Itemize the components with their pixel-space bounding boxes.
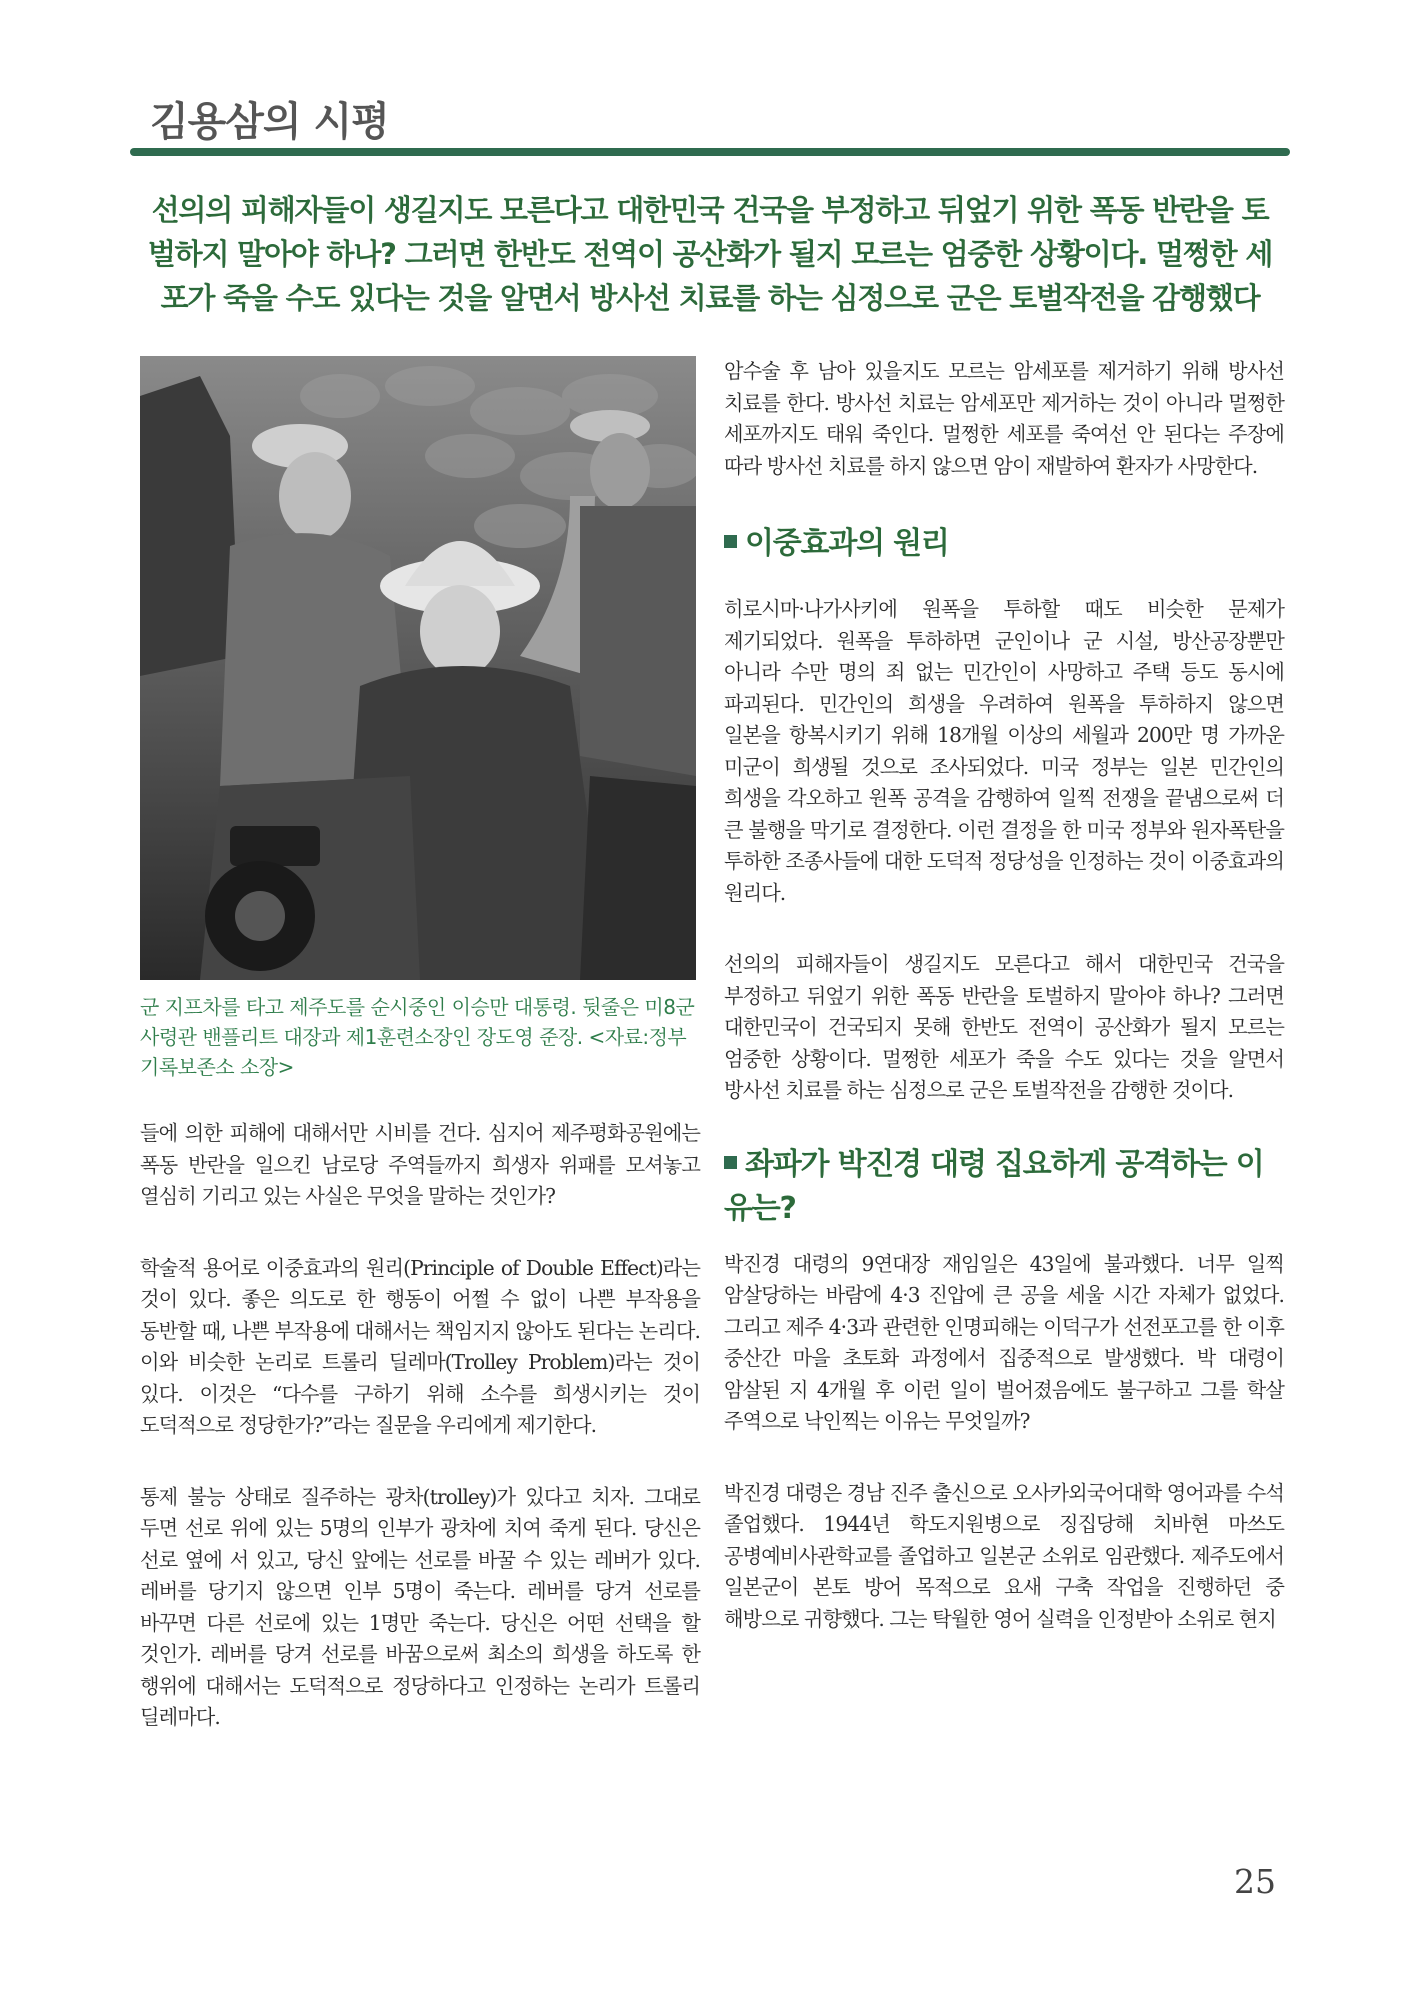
lead-summary: 선의의 피해자들이 생길지도 모른다고 대한민국 건국을 부정하고 뒤엎기 위한 폭동 반란을 토벌하지 말아야 하나? 그러면 한반도 전역이 공산화가 될지 모르는 엄중한 상황이다. 멀쩡한 세포가 죽을 수도 있다는 것을 알면서 방사선 치료를 하는 심정으로 군은 토벌작전을 감행했다 <box>147 193 1273 315</box>
photo-caption: 군 지프차를 타고 제주도를 순시중인 이승만 대통령. 뒷줄은 미8군 사령관 밴플리트 대장과 제1훈련소장인 장도영 준장. <자료:정부기록보존소 소장> <box>140 995 695 1079</box>
right-paragraph-3: 박진경 대령의 9연대장 재임일은 43일에 불과했다. 너무 일찍 암살당하는 바람에 4·3 진압에 큰 공을 세울 시간 자체가 없었다. 그리고 제주 4·3과 관련한 인명피해는 이덕구가 선전포고를 한 이후 중산간 마을 초토화 과정에서 집중적으로 발생했다. 박 대령이 암살된 지 4개월 후 이런 일이 벌어졌음에도 불구하고 그를 학살 주역으로 낙인찍는 이유는 무엇일까? <box>724 1251 1284 1433</box>
left-paragraph-3: 통제 불능 상태로 질주하는 광차(trolley)가 있다고 치자. 그대로 두면 선로 위에 있는 5명의 인부가 광차에 치여 죽게 된다. 당신은 선로 옆에 서 있고, 당신 앞에는 선로를 바꿀 수 있는 레버가 있다. 레버를 당기지 않으면 인부 5명이 죽는다. 레버를 당겨 선로를 바꾸면 다른 선로에 있는 1명만 죽는다. 당신은 어떤 선택을 할 것인가. 레버를 당겨 선로를 바꿈으로써 최소의 희생을 하도록 한 행위에 대해서는 도덕적으로 정당하다고 인정하는 논리가 트롤리 딜레마다. <box>140 1484 700 1729</box>
historical-photo <box>140 356 696 980</box>
left-column <box>140 356 700 1734</box>
photo-illustration <box>140 356 696 980</box>
right-paragraph-1: 히로시마·나가사키에 원폭을 투하할 때도 비슷한 문제가 제기되었다. 원폭을 투하하면 군인이나 군 시설, 방산공장뿐만 아니라 수만 명의 죄 없는 민간인이 사망하고 주택 등도 동시에 파괴된다. 민간인의 희생을 우려하여 원폭을 투하하지 않으면 일본을 항복시키기 위해 18개월 이상의 세월과 200만 명 가까운 미군이 희생될 것으로 조사되었다. 미국 정부는 일본 민간인의 희생을 각오하고 원폭 공격을 감행하여 일찍 전쟁을 끝냄으로써 더 큰 불행을 막기로 결정한다. 이런 결정을 한 미국 정부와 원자폭탄을 투하한 조종사들에 대한 도덕적 정당성을 인정하는 것이 이중효과의 원리다. <box>724 597 1284 905</box>
right-intro-paragraph: 암수술 후 남아 있을지도 모르는 암세포를 제거하기 위해 방사선 치료를 한다. 방사선 치료는 암세포만 제거하는 것이 아니라 멀쩡한 세포까지도 태워 죽인다. 멀쩡한 세포를 죽여선 안 된다는 주장에 따라 방사선 치료를 하지 않으면 암이 재발하여 환자가 사망한다. <box>724 359 1284 478</box>
header-divider <box>130 148 1290 156</box>
section-bullet-icon <box>724 535 737 548</box>
section-heading-double-effect <box>724 522 1284 566</box>
section-title-text: 좌파가 박진경 대령 집요하게 공격하는 이유는? <box>724 1146 1264 1226</box>
left-paragraph-1: 들에 의한 피해에 대해서만 시비를 건다. 심지어 제주평화공원에는 폭동 반란을 일으킨 남로당 주역들까지 희생자 위패를 모셔놓고 열심히 기리고 있는 사실은 무엇을 말하는 것인가? <box>140 1121 700 1208</box>
right-column <box>724 356 1284 1635</box>
right-paragraph-2: 선의의 피해자들이 생길지도 모른다고 해서 대한민국 건국을 부정하고 뒤엎기 위한 폭동 반란을 토벌하지 말아야 하나? 그러면 대한민국이 건국되지 못해 한반도 전역이 공산화가 될지 모르는 엄중한 상황이다. 멀쩡한 세포가 죽을 수도 있다는 것을 알면서 방사선 치료를 하는 심정으로 군은 토벌작전을 감행한 것이다. <box>724 952 1284 1102</box>
section-bullet-icon <box>724 1156 737 1169</box>
page-header-title: 김용삼의 시평 <box>150 99 389 145</box>
section-heading-left-wing <box>724 1143 1284 1231</box>
page-number: 25 <box>1234 1862 1276 1901</box>
right-paragraph-4: 박진경 대령은 경남 진주 출신으로 오사카외국어대학 영어과를 수석 졸업했다. 1944년 학도지원병으로 징집당해 치바현 마쓰도 공병예비사관학교를 졸업하고 일본군 소위로 임관했다. 제주도에서 일본군이 본토 방어 목적으로 요새 구축 작업을 진행하던 중 해방으로 귀향했다. 그는 탁월한 영어 실력을 인정받아 소위로 현지 <box>724 1480 1284 1631</box>
left-paragraph-2: 학술적 용어로 이중효과의 원리(Principle of Double Effect)라는 것이 있다. 좋은 의도로 한 행동이 어쩔 수 없이 나쁜 부작용을 동반할 때, 나쁜 부작용에 대해서는 책임지지 않아도 된다는 논리다. 이와 비슷한 논리로 트롤리 딜레마(Trolley Problem)라는 것이 있다. 이것은 “다수를 구하기 위해 소수를 희생시키는 것이 도덕적으로 정당한가?”라는 질문을 우리에게 제기한다. <box>140 1255 700 1437</box>
section-title-text: 이중효과의 원리 <box>745 526 949 561</box>
